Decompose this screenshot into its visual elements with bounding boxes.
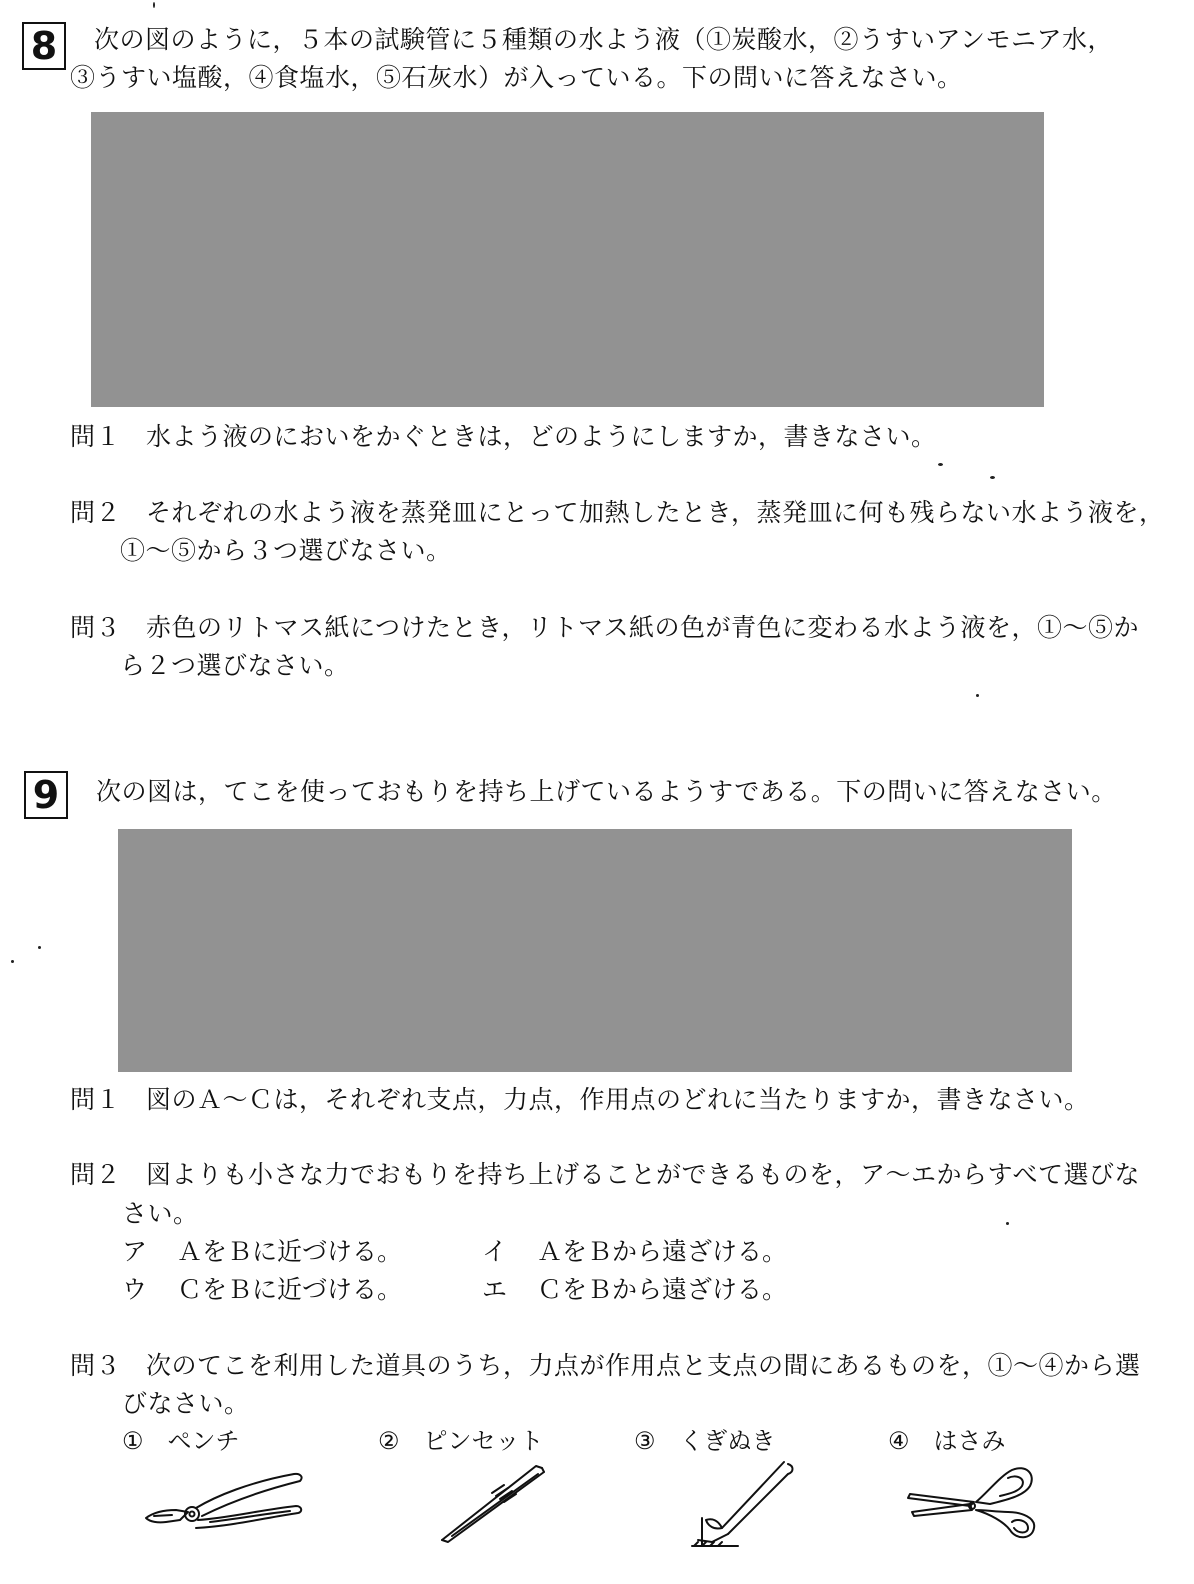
q9-question-3 — [70, 1350, 1141, 1382]
tool-3-mark: ③ — [634, 1427, 656, 1455]
q9-q2-line2: さい。 — [122, 1199, 199, 1228]
tool-2-name: ピンセット — [423, 1427, 544, 1455]
q8-q2-line1: それぞれの水よう液を蒸発皿にとって加熱したとき，蒸発皿に何も残らない水よう液を， — [146, 498, 1165, 527]
nail-puller-icon — [688, 1460, 798, 1550]
tool-4-label — [888, 1426, 1006, 1456]
q9-q1-label: 問１ — [70, 1085, 122, 1114]
tool-3-name: くぎぬき — [679, 1427, 776, 1455]
scissors-icon — [904, 1462, 1040, 1544]
q9-q1-text: 図のＡ～Ｃは，それぞれ支点，力点，作用点のどれに当たりますか，書きなさい。 — [146, 1085, 1090, 1114]
test-tubes-figure-placeholder — [91, 112, 1044, 407]
question-8-intro-line1: 次の図のように，５本の試験管に５種類の水よう液（①炭酸水，②うすいアンモニア水， — [94, 25, 1114, 54]
tool-2-mark: ② — [378, 1427, 400, 1455]
scan-speck — [938, 463, 943, 466]
question-9-intro: 次の図は，てこを使っておもりを持ち上げているようすである。下の問いに答えなさい。 — [96, 777, 1117, 806]
lever-figure-placeholder — [118, 829, 1072, 1072]
tool-4-mark: ④ — [888, 1427, 910, 1455]
choice-e — [482, 1274, 787, 1306]
q8-q3-label: 問３ — [70, 613, 122, 642]
q8-q3-line2: ら２つ選びなさい。 — [120, 651, 350, 680]
scan-speck — [976, 694, 979, 697]
tool-1-name: ペンチ — [167, 1427, 240, 1455]
choice-i-mark: イ — [482, 1237, 508, 1266]
tweezers-icon — [438, 1462, 550, 1546]
scan-speck — [1006, 1222, 1009, 1225]
q9-q3-line2: びなさい。 — [122, 1389, 250, 1418]
q9-question-2 — [70, 1159, 1140, 1191]
tool-1-label — [122, 1426, 240, 1456]
tool-1-mark: ① — [122, 1427, 144, 1455]
choice-a — [122, 1236, 402, 1268]
q9-question-1 — [70, 1084, 1090, 1116]
question-9-number: 9 — [24, 771, 68, 819]
scan-speck — [990, 476, 995, 479]
choice-u — [122, 1274, 402, 1306]
choice-i — [482, 1236, 787, 1268]
tool-2-label — [378, 1426, 544, 1456]
choice-u-mark: ウ — [122, 1275, 148, 1304]
q8-q3-line1: 赤色のリトマス紙につけたとき，リトマス紙の色が青色に変わる水よう液を，①～⑤か — [146, 613, 1140, 642]
pliers-icon — [140, 1466, 308, 1542]
q8-q2-label: 問２ — [70, 498, 122, 527]
q8-question-3 — [70, 612, 1139, 644]
choice-a-mark: ア — [122, 1237, 148, 1266]
q9-q3-label: 問３ — [70, 1351, 122, 1380]
question-8-intro-line2: ③うすい塩酸，④食塩水，⑤石灰水）が入っている。下の問いに答えなさい。 — [70, 63, 963, 92]
question-8-number: 8 — [22, 22, 66, 70]
q9-q2-label: 問２ — [70, 1160, 122, 1189]
q8-q2-line2: ①～⑤から３つ選びなさい。 — [120, 536, 452, 565]
q8-q1-text: 水よう液のにおいをかぐときは，どのようにしますか，書きなさい。 — [146, 422, 937, 451]
scan-speck — [11, 960, 14, 963]
scan-speck — [38, 946, 41, 949]
q9-q2-line1: 図よりも小さな力でおもりを持ち上げることができるものを，ア～エからすべて選びな — [146, 1160, 1141, 1189]
choice-e-mark: エ — [482, 1275, 508, 1304]
tool-4-name: はさみ — [933, 1427, 1006, 1455]
q9-q3-line1: 次のてこを利用した道具のうち，力点が作用点と支点の間にあるものを，①～④から選 — [146, 1351, 1141, 1380]
q8-question-2 — [70, 497, 1165, 529]
choice-u-text: ＣをＢに近づける。 — [177, 1275, 403, 1304]
choice-e-text: ＣをＢから遠ざける。 — [537, 1275, 788, 1304]
scan-speck — [153, 2, 155, 8]
q8-q1-label: 問１ — [70, 422, 122, 451]
choice-a-text: ＡをＢに近づける。 — [177, 1237, 403, 1266]
q8-question-1 — [70, 421, 937, 453]
tool-3-label — [634, 1426, 776, 1456]
choice-i-text: ＡをＢから遠ざける。 — [537, 1237, 788, 1266]
